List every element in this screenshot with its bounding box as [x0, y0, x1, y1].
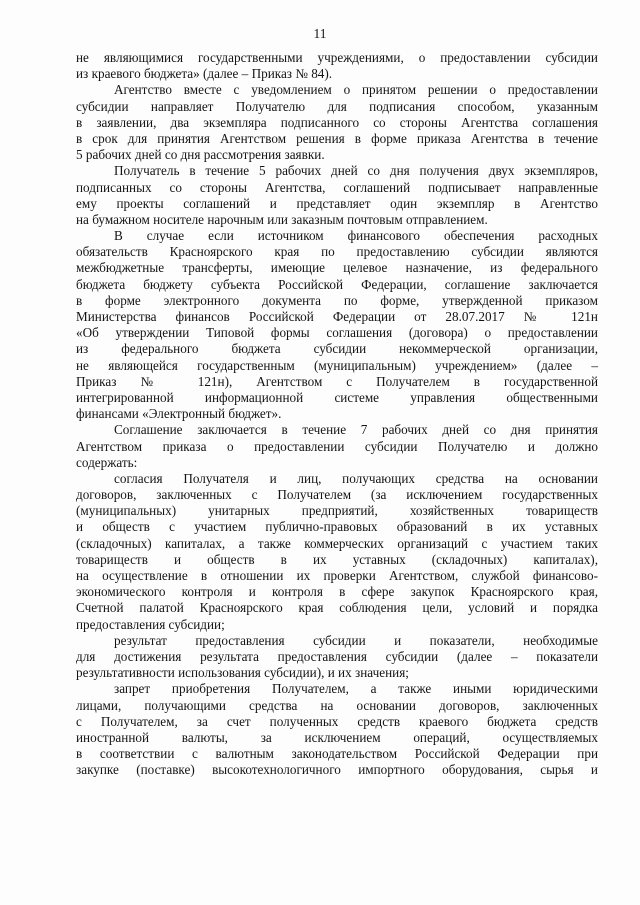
- text-line: бюджета бюджету субъекта Российской Федерации, соглашение заключается: [76, 276, 598, 292]
- text-line: согласия Получателя и лиц, получающих средства на основании: [114, 470, 598, 486]
- text-line: (муниципальных) унитарных предприятий, хозяйственных товариществ: [76, 503, 598, 519]
- text-line: в форме электронного документа по форме, утвержденной приказом: [76, 292, 598, 308]
- text-line: товариществ и обществ в их уставных (складочных) капиталах),: [76, 551, 598, 567]
- text-line: на бумажном носителе нарочным или заказным почтовым отправлением.: [76, 211, 488, 227]
- text-line: иностранной валюты, за исключением операций, осуществляемых: [76, 729, 598, 745]
- text-line: подписанных со стороны Агентства, соглашений подписывает направленные: [76, 179, 598, 195]
- text-line: экономического контроля и контроля в сфере закупок Красноярского края,: [76, 584, 598, 600]
- text-line: В случае если источником финансового обеспечения расходных: [114, 228, 598, 244]
- text-line: результативности использования субсидии), и их значения;: [76, 665, 409, 681]
- text-line: финансами «Электронный бюджет».: [76, 406, 282, 422]
- text-line: из краевого бюджета» (далее – Приказ № 84).: [76, 66, 333, 82]
- text-line: из федерального бюджета субсидии некоммерческой организации,: [76, 341, 598, 357]
- text-line: Агентством приказа о предоставлении субсидии Получателю и должно: [76, 438, 598, 454]
- paragraph: [76, 50, 598, 82]
- text-line: «Об утверждении Типовой формы соглашения (договора) о предоставлении: [76, 325, 598, 341]
- text-line: Соглашение заключается в течение 7 рабочих дней со дня принятия: [114, 422, 598, 438]
- text-line: для достижения результата предоставления субсидии (далее – показатели: [76, 648, 598, 664]
- text-line: предоставления субсидии;: [76, 616, 225, 632]
- page-number: 11: [313, 26, 327, 41]
- text-line: содержать:: [76, 454, 138, 470]
- text-line: Счетной палатой Красноярского края соблюдения цели, условий и порядка: [76, 600, 598, 616]
- text-line: с Получателем, за счет полученных средств краевого бюджета средств: [76, 713, 598, 729]
- text-line: (складочных) капиталах, а также коммерческих организаций с участием таких: [76, 535, 598, 551]
- text-line: Получатель в течение 5 рабочих дней со дня получения двух экземпляров,: [114, 163, 598, 179]
- text-line: результат предоставления субсидии и показатели, необходимые: [114, 632, 598, 648]
- text-line: закупке (поставке) высокотехнологичного импортного оборудования, сырья и: [76, 762, 598, 778]
- text-line: Агентство вместе с уведомлением о принятом решении о предоставлении: [114, 82, 598, 98]
- paragraph: [76, 681, 598, 778]
- paragraph: [76, 163, 598, 228]
- text-line: в срок для принятия Агентством решения в форме приказа Агентства в течение: [76, 130, 598, 146]
- text-line: в соответствии с валютным законодательством Российской Федерации при: [76, 746, 598, 762]
- text-line: и обществ с участием публично-правовых образований в их уставных: [76, 519, 598, 535]
- text-line: межбюджетные трансферты, имеющие целевое назначение, из федерального: [76, 260, 598, 276]
- paragraph: [76, 633, 598, 682]
- text-line: не являющейся государственным (муниципальным) учреждением» (далее –: [76, 357, 598, 373]
- text-line: интегрированной информационной системе управления общественными: [76, 389, 598, 405]
- text-line: ему проекты соглашений и представляет один экземпляр в Агентство: [76, 195, 598, 211]
- text-line: обязательств Красноярского края по предоставлению субсидии являются: [76, 244, 598, 260]
- paragraph: [76, 82, 598, 163]
- paragraph: [76, 422, 598, 471]
- document-body: [76, 50, 598, 778]
- paragraph: [76, 228, 598, 422]
- text-line: запрет приобретения Получателем, а также иными юридическими: [114, 681, 598, 697]
- text-line: лицами, получающими средства на основании договоров, заключенных: [76, 697, 598, 713]
- text-line: договоров, заключенных с Получателем (за исключением государственных: [76, 487, 598, 503]
- text-line: Министерства финансов Российской Федерации от 28.07.2017 № 121н: [76, 309, 598, 324]
- text-line: в заявлении, два экземпляра подписанного со стороны Агентства соглашения: [76, 114, 598, 130]
- paragraph: [76, 471, 598, 633]
- text-line: не являющимися государственными учреждениями, о предоставлении субсидии: [76, 50, 598, 65]
- text-line: Приказ № 121н), Агентством с Получателем в государственной: [76, 373, 598, 389]
- text-line: на осуществление в отношении их проверки Агентством, службой финансово-: [76, 568, 598, 583]
- text-line: субсидии направляет Получателю для подписания способом, указанным: [76, 98, 598, 114]
- text-line: 5 рабочих дней со дня рассмотрения заявки.: [76, 147, 325, 163]
